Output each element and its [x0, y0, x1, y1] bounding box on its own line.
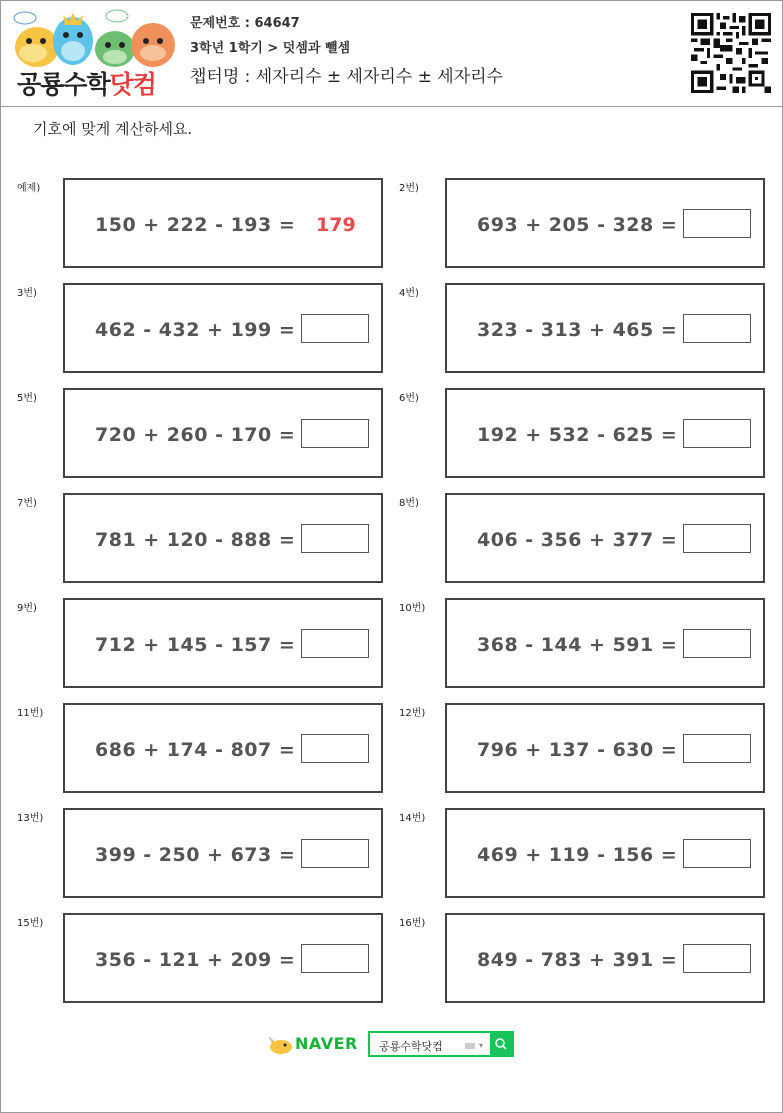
problem-expression: 781 + 120 - 888 =	[95, 529, 296, 551]
logo-wordmark: 공룡수학닷컴	[17, 70, 156, 99]
problem-label: 6번)	[399, 393, 419, 404]
problem-card	[445, 388, 765, 478]
search-icon	[490, 1033, 512, 1055]
problem-expression: 469 + 119 - 156 =	[477, 844, 678, 866]
problem-card	[63, 388, 383, 478]
problem-card	[63, 178, 383, 268]
problem-label: 14번)	[399, 813, 426, 824]
chevron-down-icon[interactable]: ▾	[479, 1041, 484, 1050]
answer-box[interactable]	[683, 629, 751, 658]
problem-expression: 356 - 121 + 209 =	[95, 949, 296, 971]
problem-expression: 323 - 313 + 465 =	[477, 319, 678, 341]
qr-code-icon	[691, 13, 771, 93]
problem-card	[445, 283, 765, 373]
problem-expression: 849 - 783 + 391 =	[477, 949, 678, 971]
problem-label: 11번)	[17, 708, 44, 719]
problem-expression: 192 + 532 - 625 =	[477, 424, 678, 446]
problem-label: 8번)	[399, 498, 419, 509]
problem-card	[63, 808, 383, 898]
answer-box[interactable]	[683, 524, 751, 553]
problem-expression: 462 - 432 + 199 =	[95, 319, 296, 341]
dinosaur-mascot-icon	[267, 1033, 293, 1055]
problem-card	[445, 913, 765, 1003]
example-answer: 179	[316, 214, 356, 236]
problem-expression: 150 + 222 - 193 =	[95, 214, 296, 236]
problem-label: 5번)	[17, 393, 37, 404]
naver-search-banner[interactable]	[267, 1031, 517, 1057]
instruction-text: 기호에 맞게 계산하세요.	[33, 120, 193, 138]
problem-card	[63, 913, 383, 1003]
answer-box[interactable]	[683, 209, 751, 238]
problem-label: 3번)	[17, 288, 37, 299]
chapter-title: 챕터명 : 세자리수 ± 세자리수 ± 세자리수	[190, 67, 503, 87]
problem-label: 16번)	[399, 918, 426, 929]
worksheet-header	[1, 1, 782, 107]
keyboard-icon[interactable]	[465, 1043, 475, 1049]
problem-card	[63, 598, 383, 688]
problem-card	[445, 703, 765, 793]
problem-label: 2번)	[399, 183, 419, 194]
search-query: 공룡수학닷컴	[379, 1040, 443, 1053]
problem-label: 7번)	[17, 498, 37, 509]
problem-card	[63, 703, 383, 793]
answer-box[interactable]	[301, 734, 369, 763]
problem-expression: 406 - 356 + 377 =	[477, 529, 678, 551]
naver-wordmark: NAVER	[295, 1034, 358, 1053]
problem-label: 10번)	[399, 603, 426, 614]
problem-expression: 720 + 260 - 170 =	[95, 424, 296, 446]
problem-label: 13번)	[17, 813, 44, 824]
answer-box[interactable]	[683, 944, 751, 973]
problem-expression: 368 - 144 + 591 =	[477, 634, 678, 656]
answer-box[interactable]	[683, 419, 751, 448]
problem-label: 12번)	[399, 708, 426, 719]
answer-box[interactable]	[683, 734, 751, 763]
problem-card	[445, 178, 765, 268]
problem-label: 9번)	[17, 603, 37, 614]
worksheet-meta	[190, 11, 503, 90]
answer-box[interactable]	[301, 314, 369, 343]
problem-label: 예제)	[17, 183, 41, 194]
problem-label: 15번)	[17, 918, 44, 929]
problem-card	[63, 493, 383, 583]
problem-expression: 712 + 145 - 157 =	[95, 634, 296, 656]
problem-number: 문제번호 : 64647	[190, 16, 300, 31]
problem-card	[445, 493, 765, 583]
answer-box[interactable]	[683, 314, 751, 343]
answer-box[interactable]	[683, 839, 751, 868]
problem-card	[445, 598, 765, 688]
answer-box[interactable]	[301, 839, 369, 868]
problem-expression: 796 + 137 - 630 =	[477, 739, 678, 761]
answer-box[interactable]	[301, 944, 369, 973]
problem-card	[445, 808, 765, 898]
grade-unit: 3학년 1학기 > 덧셈과 뺄셈	[190, 41, 351, 56]
problem-expression: 399 - 250 + 673 =	[95, 844, 296, 866]
answer-box[interactable]	[301, 629, 369, 658]
problem-expression: 693 + 205 - 328 =	[477, 214, 678, 236]
problem-label: 4번)	[399, 288, 419, 299]
problem-expression: 686 + 174 - 807 =	[95, 739, 296, 761]
search-button[interactable]	[490, 1033, 512, 1055]
answer-box[interactable]	[301, 419, 369, 448]
search-input[interactable]	[368, 1031, 514, 1057]
problem-card	[63, 283, 383, 373]
answer-box[interactable]	[301, 524, 369, 553]
